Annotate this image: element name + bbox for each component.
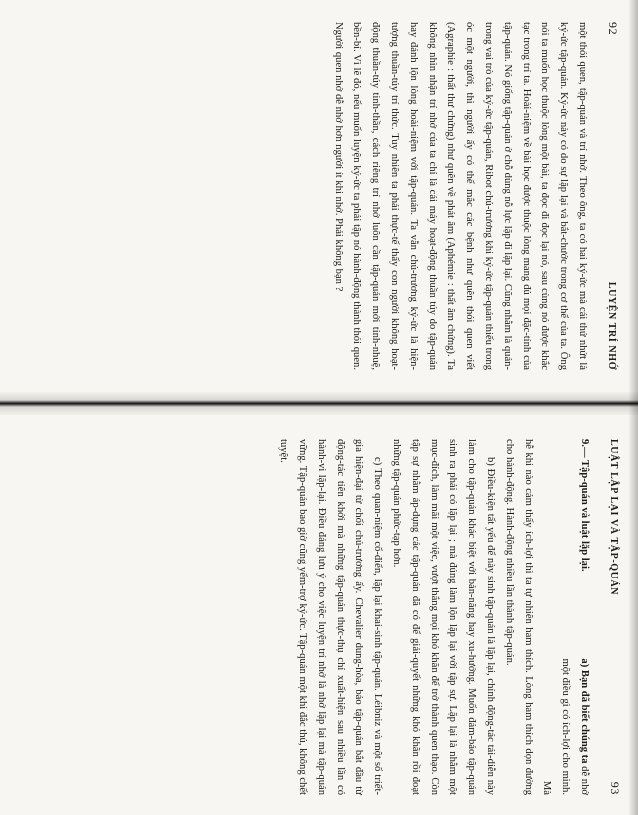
side-note-text: dễ nhớ một điều gì có ích-lợi cho mình. Mà	[541, 658, 590, 795]
page-92-content	[0, 0, 638, 392]
book-gutter	[0, 392, 638, 415]
running-head: LUẬT LẬP LẠI VÀ TẬP-QUÁN	[608, 439, 619, 596]
page-header	[605, 22, 620, 370]
running-head: LUYỆN TRÍ NHỚ	[606, 281, 617, 370]
side-note-lead: a) Bạn đã biết chúng ta	[579, 658, 590, 764]
page-number: 93	[608, 781, 622, 795]
body-paragraph: một thói quen, tập-quán và trí nhớ. Theo ông, ta có hai ký-ức mà cái thứ nhứt là ký-ức tập-quán. Ký-ức này có do sự lặp lại và bắt-chước trong cơ thể của ta. Ông nói ta muốn học thuộc lòng một bài, ta đọc đi đọc lại nó, sau cùng nó được khắc tạc trong trí ta. Hoài-niệm về bài học được thuộc lòng mang đủ mọi đặc-tính của tập-quán. Nó giống tập-quán ở chỗ dùng nỗ lực lặp đi lặp lại. Cũng nhằm là quán-trong vai trò của ký-ức tập-quán, Ribot chủ-trương khi ký-ức tập-quán thiếu trong óc một người, thì người ấy có thể mắc các bệnh như quên thói quen viết (Agraphie : thất thư chứng) như quên về phát âm (Aphémie : thất âm chứng). Ta không nhìn nhận trí nhớ của ta chỉ là cái máy hoạt-động thuần túy do tập-quán hay đánh lộn lòng hoài-niệm với tập-quán. Ta vẫn chủ-trương ký-ức là hiện-tượng thuần-túy trí thức. Tuy nhiên ta phải thực-tế thấy con người không hoạt-động thuần-túy tinh-thần, cách riêng trí nhớ luôn cần tập-quán mới tinh-nhuệ, bền-bỉ. Vì lẽ đó, nếu muốn luyện ký-ức ta phải tập nó hành-động thành thói quen. Người quen nhớ dễ nhớ hơn người ít khi nhớ. Phải không bạn ?	[332, 22, 588, 370]
page-93-content	[0, 415, 638, 815]
page-header	[607, 439, 622, 795]
side-note	[537, 655, 593, 795]
page-body	[328, 22, 591, 370]
intro-paragraph: hễ khi nào cảm thấy ích-lợi thì ta tự nhiên ham thích. Lòng ham thích dọn đường cho hành-động. Hành-động nhiều lần thành tập-quán.	[503, 439, 534, 795]
page-92	[0, 0, 638, 392]
paragraph-c: c) Theo quan-niệm cổ-điển, lặp lại khai-sinh tập-quán. Léibniz và một số triết-gia hiện-đại từ chối chủ-trương ấy. Chevalier dung-hòa, bảo tập-quán bắt đầu từ động-tác tiên khởi mà những tập-quán thực-thụ chỉ xuất-hiện sau nhiều lần có hành-vi lặp-lại. Điều đáng lưu ý cho việc luyện trí nhớ là nhớ lặp lại mà tập-quán vững. Tập-quán bao giờ cũng yểm-trợ ký-ức. Tập-quán một khi đắc thủ, không chết tuyệt.	[278, 439, 384, 795]
page-number: 92	[606, 22, 620, 36]
paragraph-b: b) Điều-kiện tất yếu để này sinh tập-quán là lặp lại, chính động-tác tái-diễn này làm cho tập-quán khác biệt với bản-năng hay xu-hướng. Muốn đảm-bảo tập-quán sinh ra phải có lặp lại ; mà đúng làm lộn lặp lại với tập sự. Lặp lại là nhằm một mục-đích, làm mãi một việc, vượt thắng mọi khó khăn để trở thành quen thạo. Còn tập sự nhằm áp-dụng các tập-quán đã có để giải-quyết những khó khăn rồi đoạt những tập-quán phức-tạp hơn.	[391, 439, 497, 795]
section-title: 9.— Tập-quán và luật lặp lại.	[579, 439, 590, 572]
page-body	[273, 439, 593, 795]
page-edge-shadow	[628, 0, 638, 815]
page-93	[0, 415, 638, 815]
